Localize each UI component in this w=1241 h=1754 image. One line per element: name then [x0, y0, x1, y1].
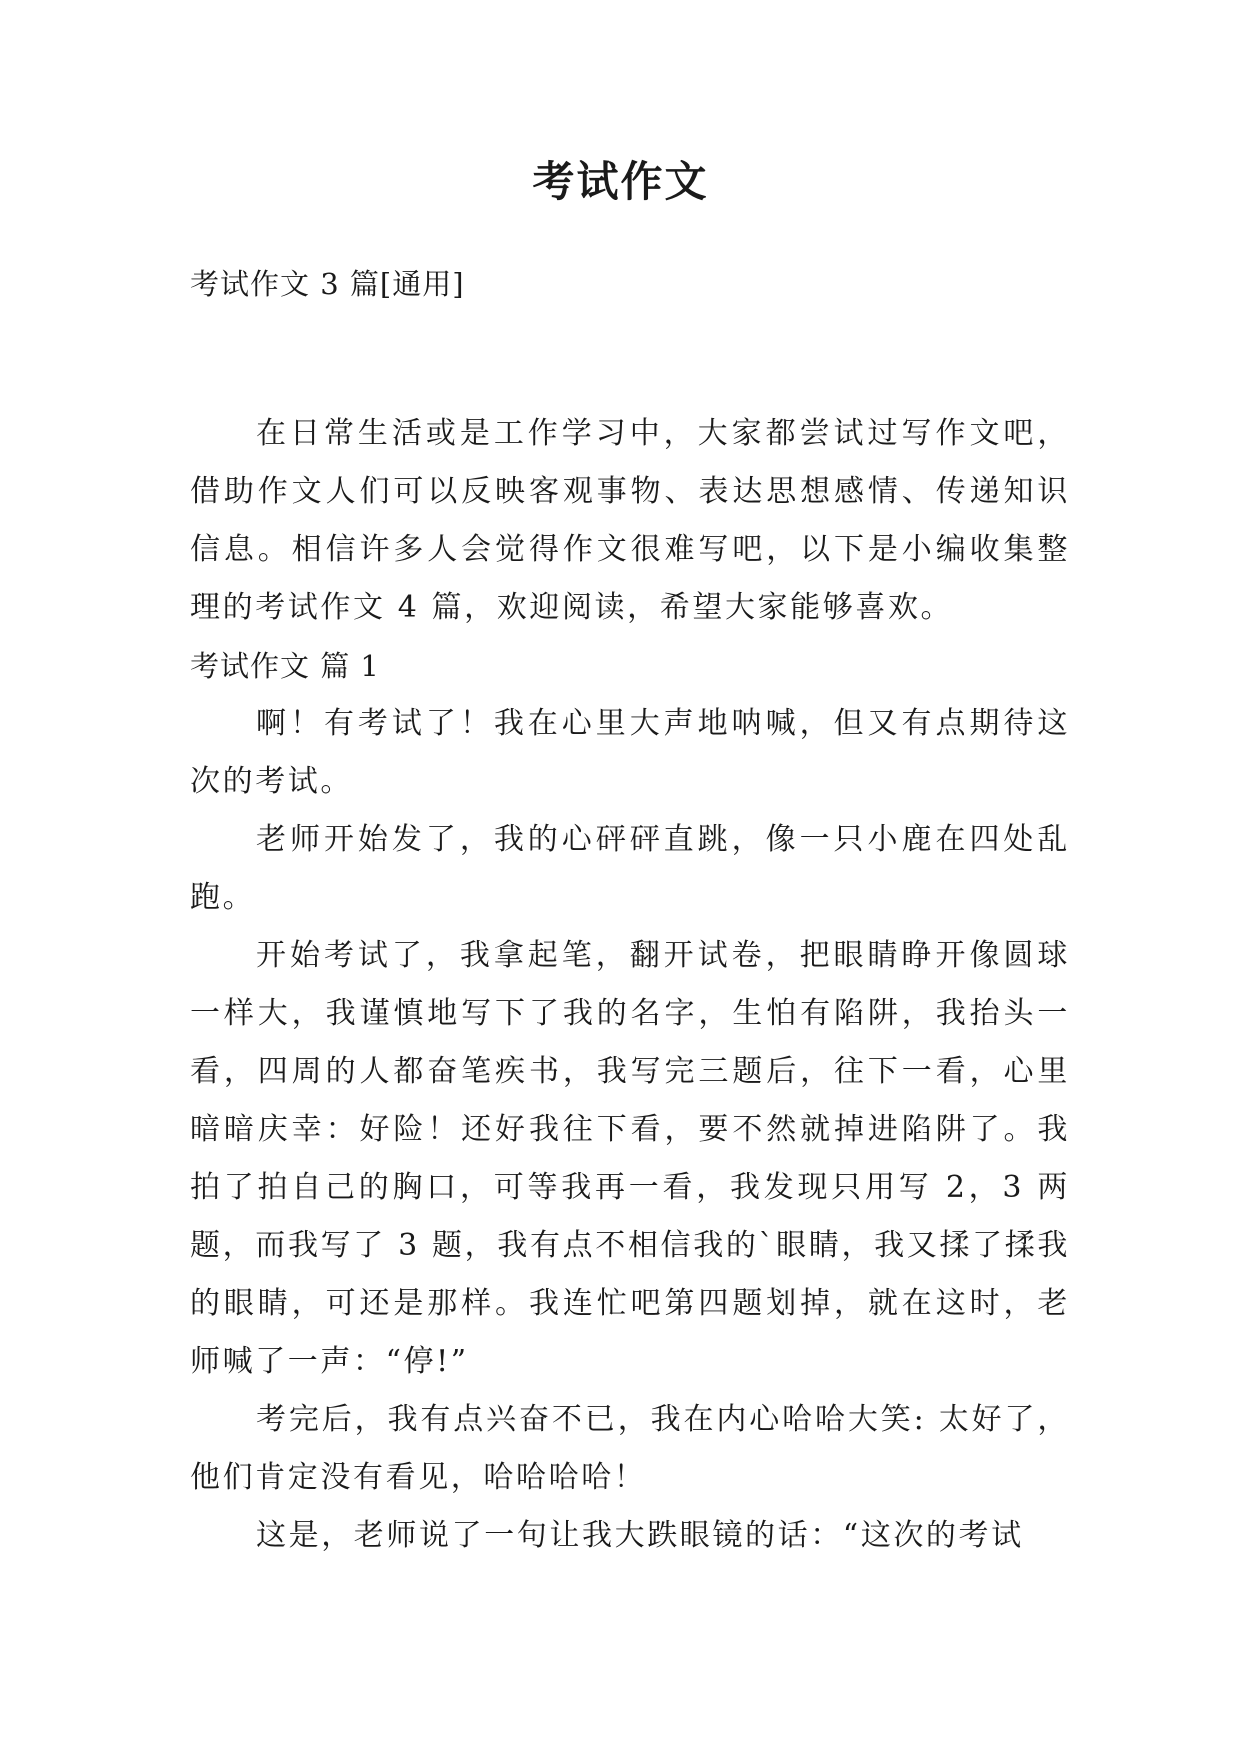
section-heading: 考试作文 篇 1: [190, 649, 380, 683]
intro-paragraph: 在日常生活或是工作学习中，大家都尝试过写作文吧，借助作文人们可以反映客观事物、表达思想感情、传递知识信息。相信许多人会觉得作文很难写吧，以下是小编收集整理的考试作文 4 篇，欢迎阅读，希望大家能够喜欢。: [190, 416, 1070, 625]
document-body: [190, 405, 1070, 1565]
body-paragraph: 开始考试了，我拿起笔，翻开试卷，把眼睛睁开像圆球一样大，我谨慎地写下了我的名字，生怕有陷阱，我抬头一看，四周的人都奋笔疾书，我写完三题后，往下一看，心里暗暗庆幸：好险！还好我往下看，要不然就掉进陷阱了。我拍了拍自己的胸口，可等我再一看，我发现只用写 2，3 两题，而我写了 3 题，我有点不相信我的`眼睛，我又揉了揉我的眼睛，可还是那样。我连忙吧第四题划掉，就在这时，老师喊了一声：“停!”: [190, 938, 1070, 1379]
body-paragraph: 老师开始发了，我的心砰砰直跳，像一只小鹿在四处乱跑。: [190, 822, 1070, 915]
body-paragraph: 考完后，我有点兴奋不已，我在内心哈哈大笑: 太好了，他们肯定没有看见，哈哈哈哈！: [190, 1402, 1070, 1495]
body-paragraph: 这是，老师说了一句让我大跌眼镜的话：“这次的考试: [256, 1518, 1024, 1553]
page-title: 考试作文: [532, 157, 709, 206]
document-subtitle: 考试作文 3 篇[通用]: [190, 267, 465, 301]
body-paragraph: 啊！有考试了！我在心里大声地呐喊，但又有点期待这次的考试。: [190, 706, 1070, 799]
